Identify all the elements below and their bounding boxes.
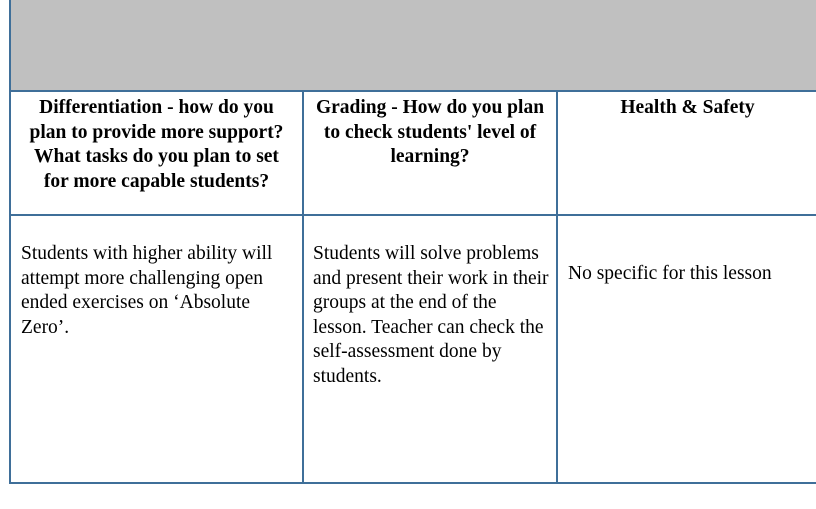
- header-grading: Grading - How do you plan to check students' level of learning?: [303, 91, 557, 215]
- header-health-safety: Health & Safety: [557, 91, 816, 215]
- table-header-row: [10, 91, 816, 215]
- table-row: [10, 215, 816, 483]
- cell-grading: Students will solve problems and present their work in their groups at the end of the lesson. Teacher can check the self-assessment done by students.: [303, 215, 557, 483]
- header-differentiation: Differentiation - how do you plan to provide more support? What tasks do you plan to set for more capable students?: [10, 91, 303, 215]
- cell-differentiation: Students with higher ability will attempt more challenging open ended exercises on ‘Absolute Zero’.: [10, 215, 303, 483]
- header-band: [9, 0, 816, 90]
- lesson-plan-table: [9, 90, 816, 484]
- cell-health-safety: No specific for this lesson: [557, 215, 816, 483]
